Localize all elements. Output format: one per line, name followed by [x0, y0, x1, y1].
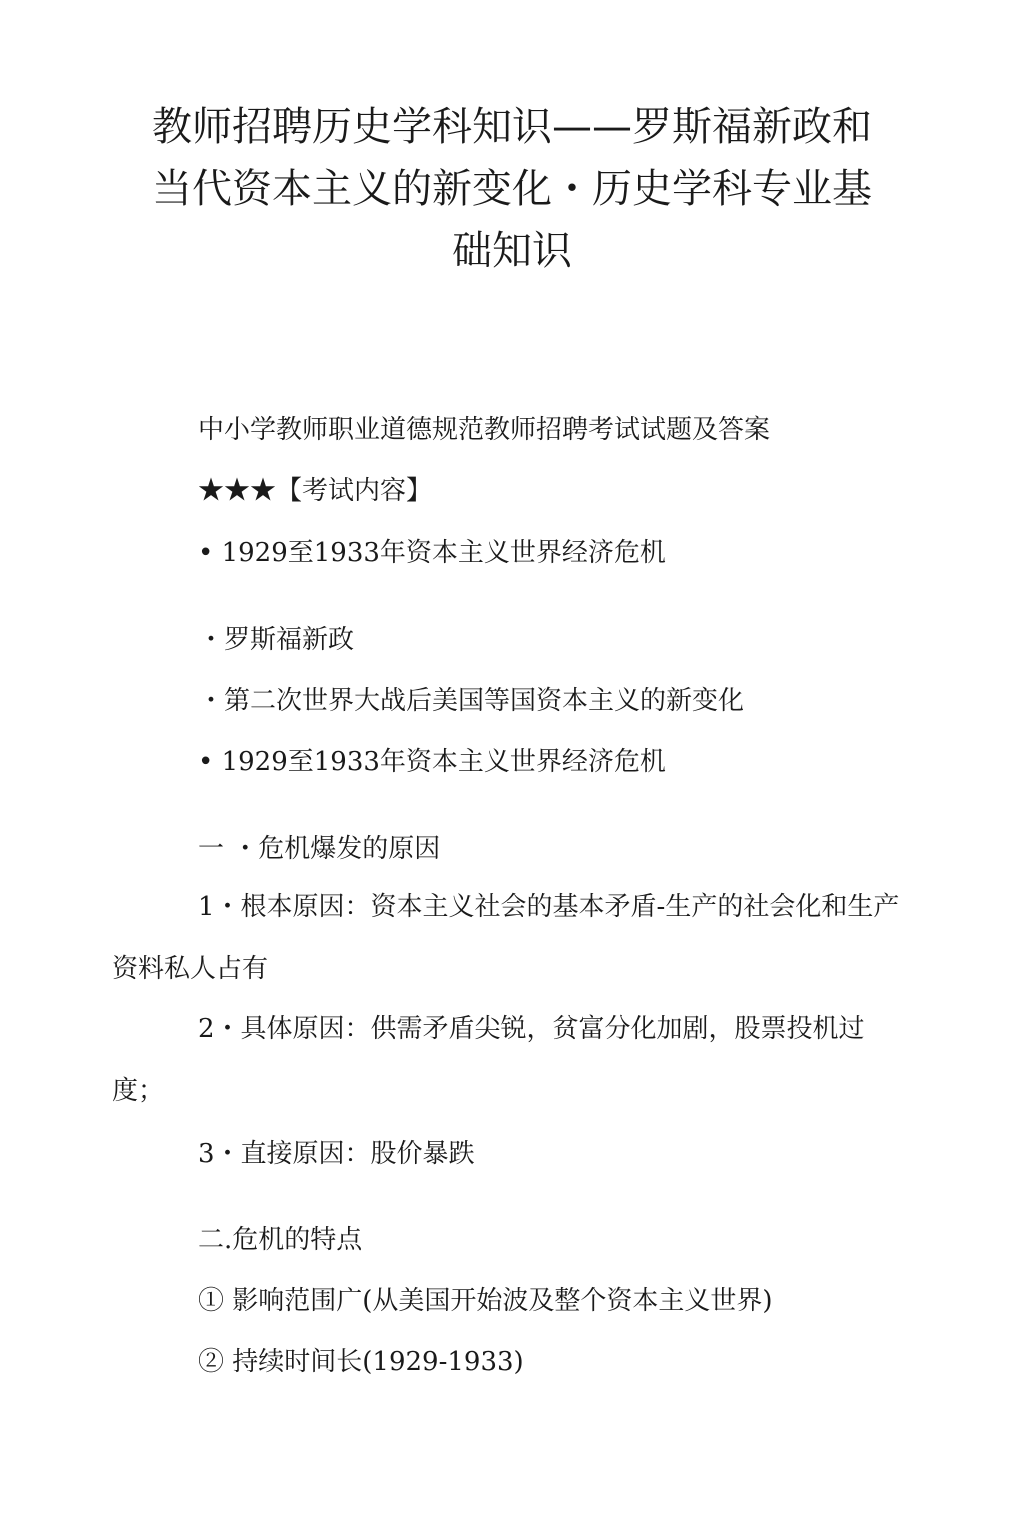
topic-item: • 1929至1933年资本主义世界经济危机 [198, 538, 666, 568]
topic-item: ・第二次世界大战后美国等国资本主义的新变化 [198, 686, 745, 716]
topic-item: ・罗斯福新政 [198, 625, 355, 655]
cause-item-fundamental: 1・根本原因：资本主义社会的基本矛盾-生产的社会化和生产资料私人占有 [112, 892, 900, 984]
title-line-3: 础知识 [452, 228, 572, 274]
section-two-heading: 二.危机的特点 [198, 1225, 363, 1255]
document-title [100, 96, 924, 282]
feature-item: ② 持续时间长(1929-1933) [198, 1347, 524, 1377]
cause-item-specific: 2・具体原因：供需矛盾尖锐，贫富分化加剧，股票投机过度； [112, 1014, 865, 1106]
title-line-2: 当代资本主义的新变化・历史学科专业基 [152, 166, 872, 212]
feature-item: ① 影响范围广(从美国开始波及整个资本主义世界) [198, 1286, 773, 1316]
exam-content-heading: ★★★【考试内容】 [198, 476, 433, 506]
document-subtitle: 中小学教师职业道德规范教师招聘考试试题及答案 [198, 415, 771, 445]
section-one-heading: 一 ・危机爆发的原因 [198, 834, 441, 864]
cause-item-direct: 3・直接原因：股价暴跌 [198, 1139, 475, 1169]
title-line-1: 教师招聘历史学科知识——罗斯福新政和 [152, 104, 872, 150]
topic-item: • 1929至1933年资本主义世界经济危机 [198, 747, 666, 777]
